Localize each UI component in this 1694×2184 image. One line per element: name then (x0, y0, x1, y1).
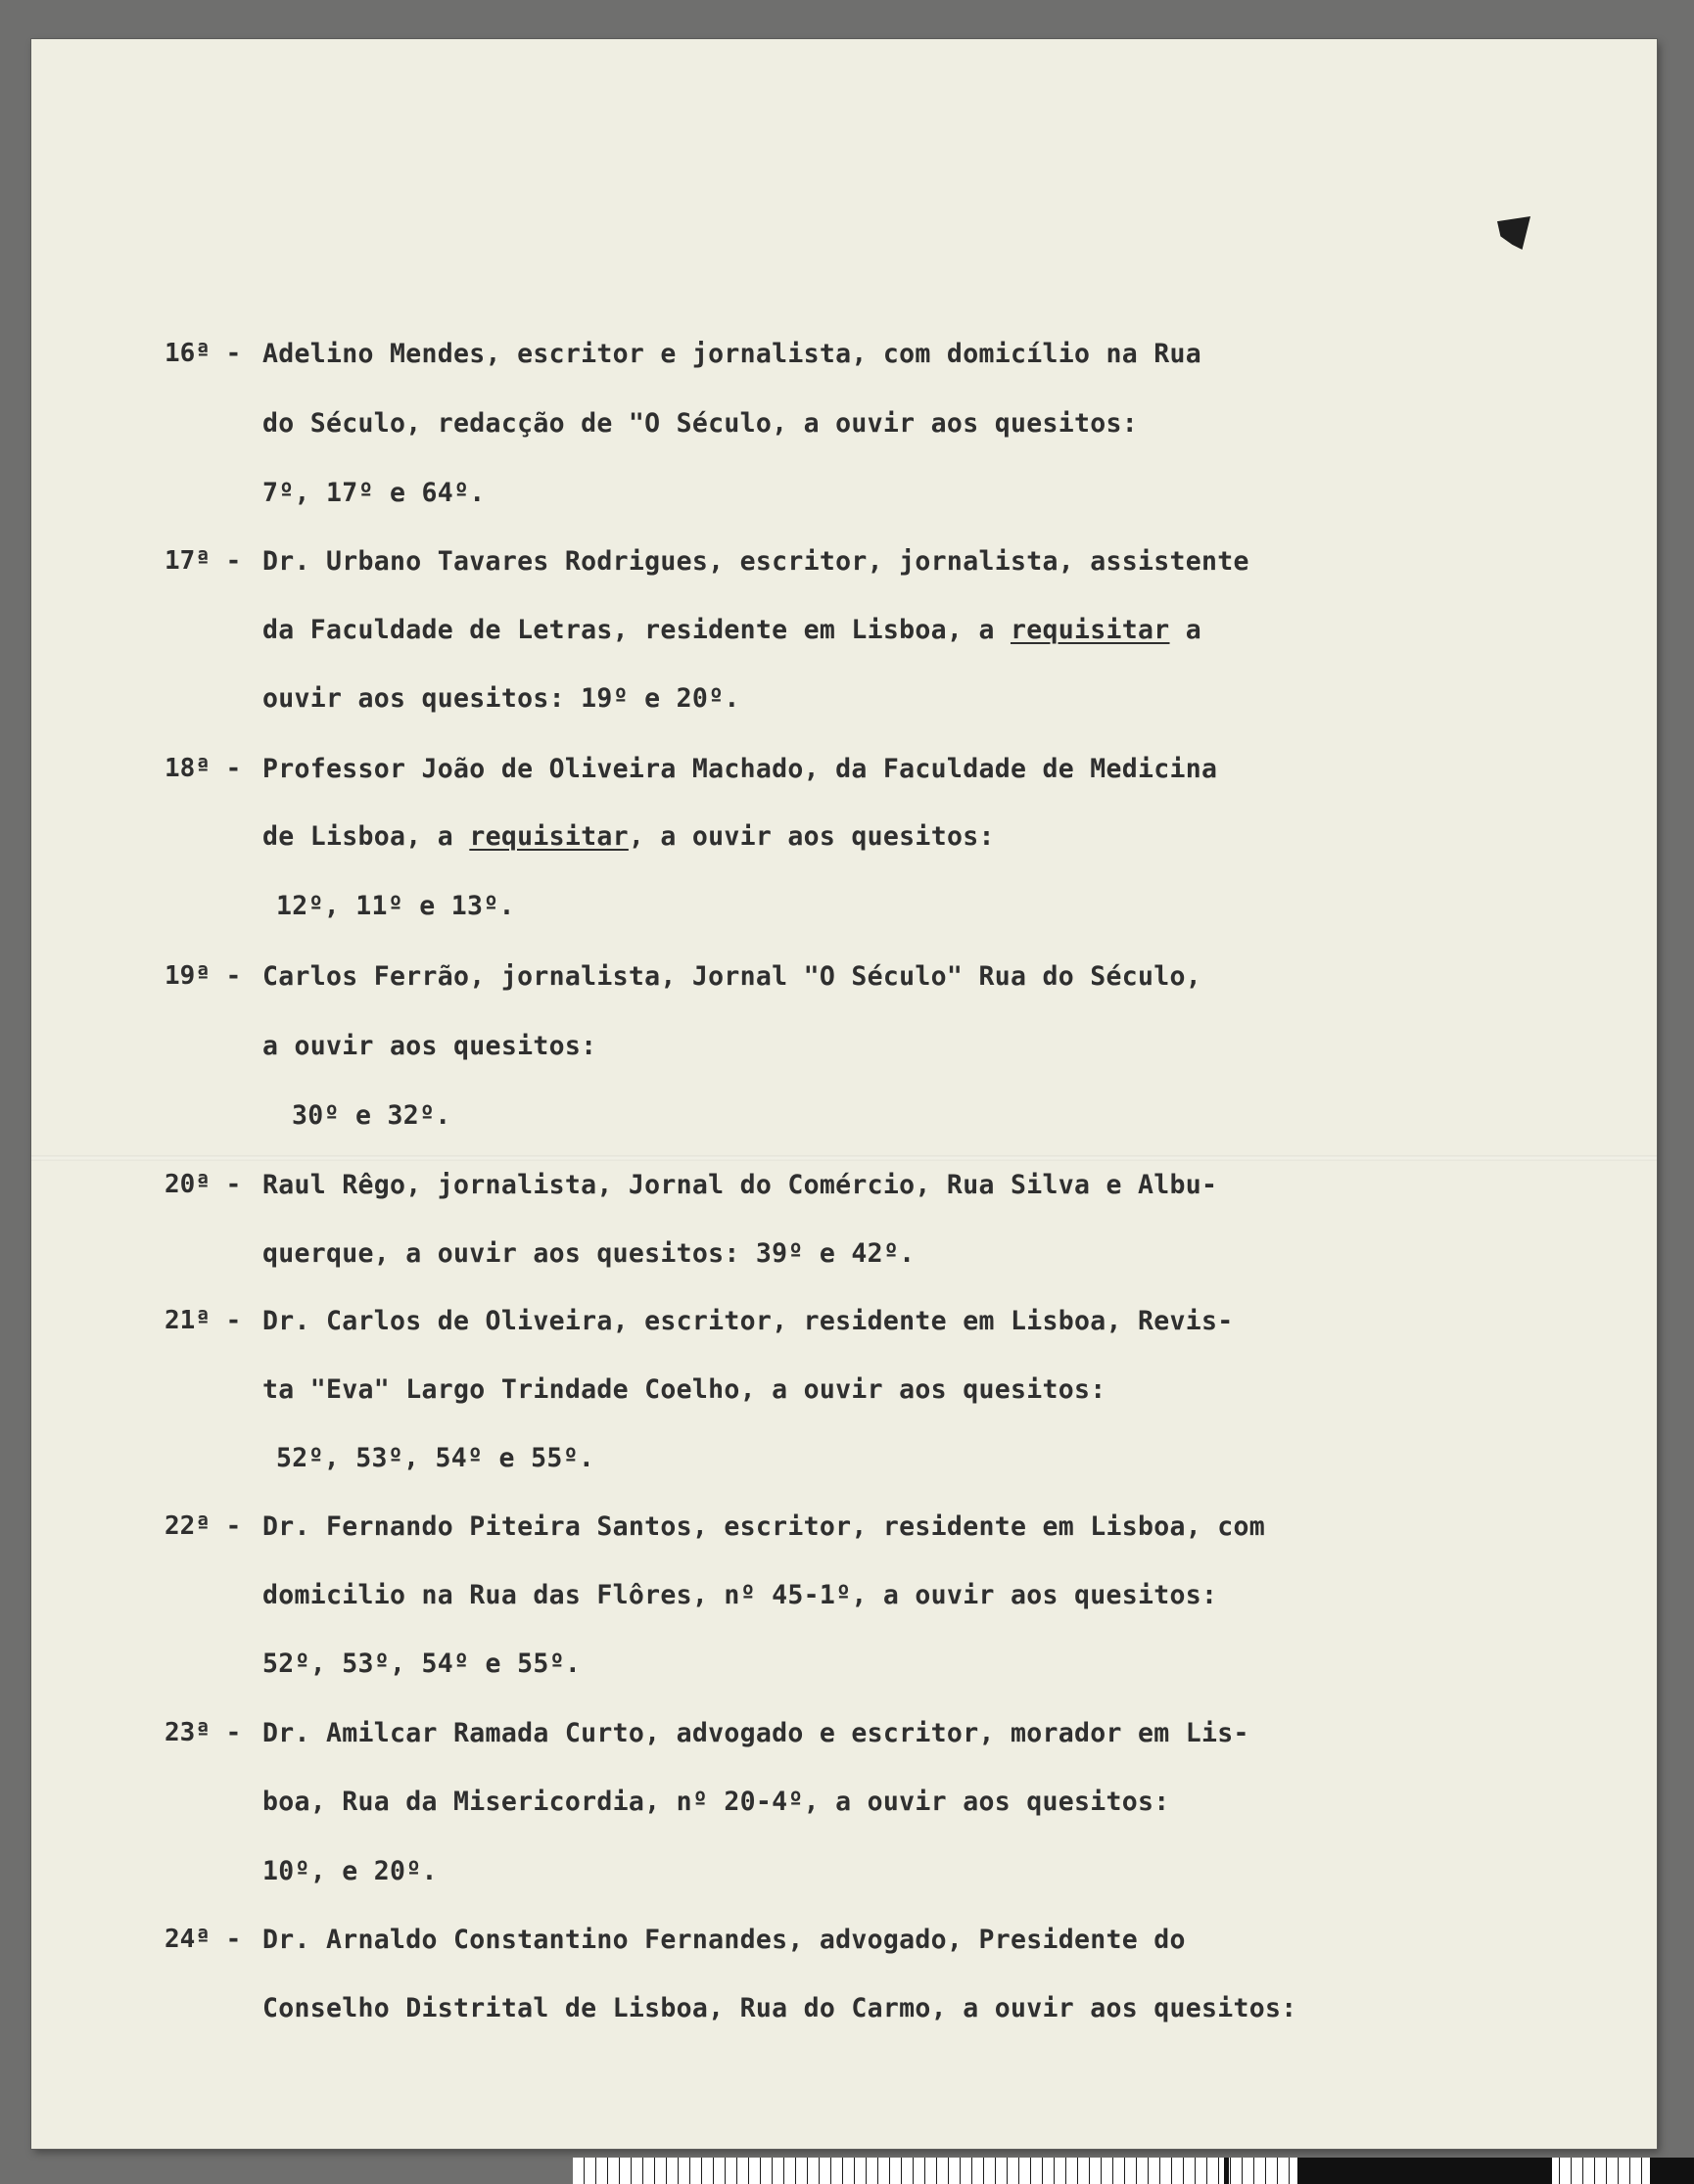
entry-number: 18ª - (165, 754, 242, 783)
entry-line: do Século, redacção de "O Século, a ouvir aos quesitos: (262, 408, 1138, 439)
entry-line: 30º e 32º. (292, 1100, 451, 1131)
entry-line: 52º, 53º, 54º e 55º. (276, 1443, 595, 1473)
underlined-word: requisitar (469, 821, 629, 852)
entry-number: 21ª - (165, 1306, 242, 1335)
entry-line: Dr. Carlos de Oliveira, escritor, residente em Lisboa, Revis- (262, 1306, 1234, 1336)
entry-number: 20ª - (165, 1170, 242, 1199)
underlined-word: requisitar (1010, 615, 1170, 645)
entry-line: 52º, 53º, 54º e 55º. (262, 1649, 582, 1679)
entry-number: 17ª - (165, 546, 242, 576)
entry-line: domicilio na Rua das Flôres, nº 45-1º, a ouvir aos quesitos: (262, 1580, 1218, 1610)
paper-fold (31, 1155, 1657, 1161)
entry-line: Dr. Fernando Piteira Santos, escritor, residente em Lisboa, com (262, 1511, 1266, 1542)
entry-line: 7º, 17º e 64º. (262, 478, 486, 508)
entry-number: 24ª - (165, 1925, 242, 1954)
scale-ruler (573, 2158, 1694, 2184)
ruler-black-segment (1297, 2158, 1552, 2184)
entry-line: Dr. Urbano Tavares Rodrigues, escritor, jornalista, assistente (262, 546, 1249, 577)
entry-line: ta "Eva" Largo Trindade Coelho, a ouvir aos quesitos: (262, 1374, 1106, 1405)
entry-line: boa, Rua da Misericordia, nº 20-4º, a ouvir aos quesitos: (262, 1787, 1170, 1817)
paper-hole (1497, 216, 1530, 250)
entry-number: 16ª - (165, 339, 242, 368)
entry-line: de Lisboa, a requisitar, a ouvir aos quesitos: (262, 821, 995, 852)
entry-line: Carlos Ferrão, jornalista, Jornal "O Século" Rua do Século, (262, 961, 1202, 992)
entry-line: Adelino Mendes, escritor e jornalista, com domicílio na Rua (262, 339, 1202, 369)
entry-number: 22ª - (165, 1511, 242, 1541)
entry-number: 19ª - (165, 961, 242, 991)
entry-line: Raul Rêgo, jornalista, Jornal do Comércio, Rua Silva e Albu- (262, 1170, 1218, 1200)
document-page (31, 39, 1657, 2149)
entry-line: da Faculdade de Letras, residente em Lisboa, a requisitar a (262, 615, 1202, 645)
entry-line: querque, a ouvir aos quesitos: 39º e 42º. (262, 1238, 916, 1269)
entry-line: Dr. Amilcar Ramada Curto, advogado e escritor, morador em Lis- (262, 1718, 1249, 1748)
entry-line: a ouvir aos quesitos: (262, 1031, 597, 1061)
entry-line: 10º, e 20º. (262, 1856, 438, 1886)
ruler-black-segment (1650, 2158, 1694, 2184)
entry-line: Professor João de Oliveira Machado, da Faculdade de Medicina (262, 754, 1218, 784)
entry-line: ouvir aos quesitos: 19º e 20º. (262, 683, 740, 714)
ruler-mark (1224, 2158, 1229, 2184)
entry-number: 23ª - (165, 1718, 242, 1747)
entry-line: Conselho Distrital de Lisboa, Rua do Carmo, a ouvir aos quesitos: (262, 1993, 1297, 2023)
entry-line: Dr. Arnaldo Constantino Fernandes, advogado, Presidente do (262, 1925, 1186, 1955)
entry-line: 12º, 11º e 13º. (276, 891, 515, 921)
